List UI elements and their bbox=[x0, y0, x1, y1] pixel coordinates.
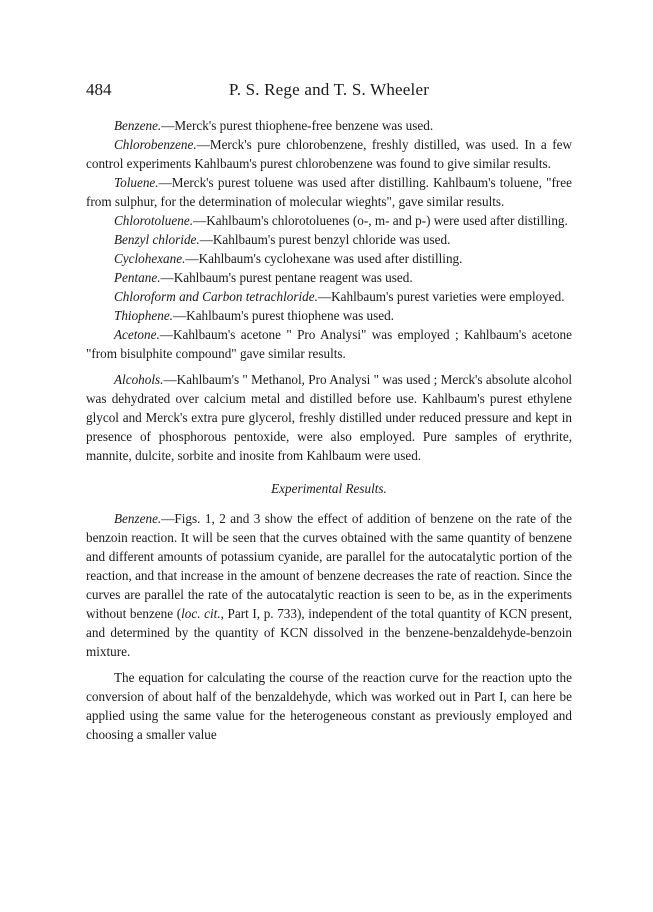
paragraph-lead: Chloroform and Carbon tetrachloride. bbox=[114, 289, 318, 304]
paragraph-results-benzene bbox=[86, 509, 572, 661]
paragraph-text: —Kahlbaum's purest pentane reagent was used. bbox=[160, 270, 413, 285]
paragraph-text: —Kahlbaum's purest benzyl chloride was used. bbox=[199, 232, 451, 247]
paragraph-lead: Acetone. bbox=[114, 327, 160, 342]
paragraph-lead: Chlorotoluene. bbox=[114, 213, 193, 228]
paragraph-text: —Merck's purest thiophene-free benzene was used. bbox=[161, 118, 434, 133]
running-head: P. S. Rege and T. S. Wheeler bbox=[228, 80, 430, 99]
paragraph-toluene bbox=[86, 173, 572, 211]
paragraph-lead: Cyclohexane. bbox=[114, 251, 186, 266]
paragraph-lead: Alcohols. bbox=[114, 372, 164, 387]
paragraph-lead: Thiophene. bbox=[114, 308, 173, 323]
paragraph-text: —Merck's purest toluene was used after distilling. Kahlbaum's toluene, "free from sulphur, for the determination of molecular wieghts", gave similar results. bbox=[86, 175, 572, 209]
article-body bbox=[86, 116, 572, 744]
paragraph-chlorobenzene bbox=[86, 135, 572, 173]
paragraph-text: —Kahlbaum's purest thiophene was used. bbox=[172, 308, 395, 323]
paragraph-chlorotoluene bbox=[86, 211, 572, 230]
paragraph-benzene bbox=[86, 116, 572, 135]
paragraph-text: —Kahlbaum's cyclohexane was used after distilling. bbox=[185, 251, 463, 266]
paragraph-chloroform bbox=[86, 287, 572, 306]
paragraph-text: , Part I, p. 733), independent of the total quantity of KCN present, and determined by the quantity of KCN dissolved in the benzene-benzaldehyde-benzoin mixture. bbox=[86, 606, 572, 659]
paragraph-pentane bbox=[86, 268, 572, 287]
page-header bbox=[86, 80, 572, 106]
paragraph-benzyl-chloride bbox=[86, 230, 572, 249]
paragraph-equation: The equation for calculating the course of the reaction curve for the reaction upto the conversion of about half of the benzaldehyde, which was worked out in Part I, can here be applied using the same value for the heterogeneous constant as previously employed and choosing a smaller value bbox=[86, 670, 572, 742]
paragraph-text: —Kahlbaum's acetone " Pro Analysi" was employed ; Kahlbaum's acetone "from bisulphite compound" gave similar results. bbox=[86, 327, 572, 361]
paragraph-lead: Benzene. bbox=[114, 511, 162, 526]
paragraph-lead: Chlorobenzene. bbox=[114, 137, 197, 152]
section-heading: Experimental Results. bbox=[271, 481, 387, 496]
page-number: 484 bbox=[86, 80, 112, 99]
paragraph-text: —Kahlbaum's purest varieties were employed. bbox=[317, 289, 565, 304]
paragraph-lead: Benzyl chloride. bbox=[114, 232, 200, 247]
paragraph-lead: Pentane. bbox=[114, 270, 161, 285]
paragraph-lead: Benzene. bbox=[114, 118, 162, 133]
paragraph-acetone bbox=[86, 325, 572, 363]
paragraph-alcohols bbox=[86, 370, 572, 465]
paragraph-text: —Kahlbaum's " Methanol, Pro Analysi " was used ; Merck's absolute alcohol was dehydrated over calcium metal and distilled before use. Kahlbaum's purest ethylene glycol and Merck's extra pure glycerol, freshly distilled under reduced pressure and kept in presence of phosphorous pentoxide, were also employed. Pure samples of erythrite, mannite, dulcite, sorbite and inosite from Kahlbaum were used. bbox=[86, 372, 572, 463]
paragraph-thiophene bbox=[86, 306, 572, 325]
paragraph-lead: Toluene. bbox=[114, 175, 159, 190]
paragraph-text: —Merck's pure chlorobenzene, freshly distilled, was used. In a few control experiments Kahlbaum's purest chlorobenzene was found to give similar results. bbox=[86, 137, 572, 171]
paragraph-text: —Kahlbaum's chlorotoluenes (o-, m- and p-) were used after distilling. bbox=[193, 213, 568, 228]
paragraph-cyclohexane bbox=[86, 249, 572, 268]
citation: loc. cit. bbox=[181, 606, 221, 621]
paragraph-text: —Figs. 1, 2 and 3 show the effect of addition of benzene on the rate of the benzoin reaction. It will be seen that the curves obtained with the same quantity of benzene and different amounts of potassium cyanide, are parallel for the autocatalytic portion of the reaction, and that increase in the amount of benzene decreases the rate of reaction. Since the curves are parallel the rate of the autocatalytic reaction is seen to be, as in the experiments without benzene ( bbox=[86, 511, 572, 621]
